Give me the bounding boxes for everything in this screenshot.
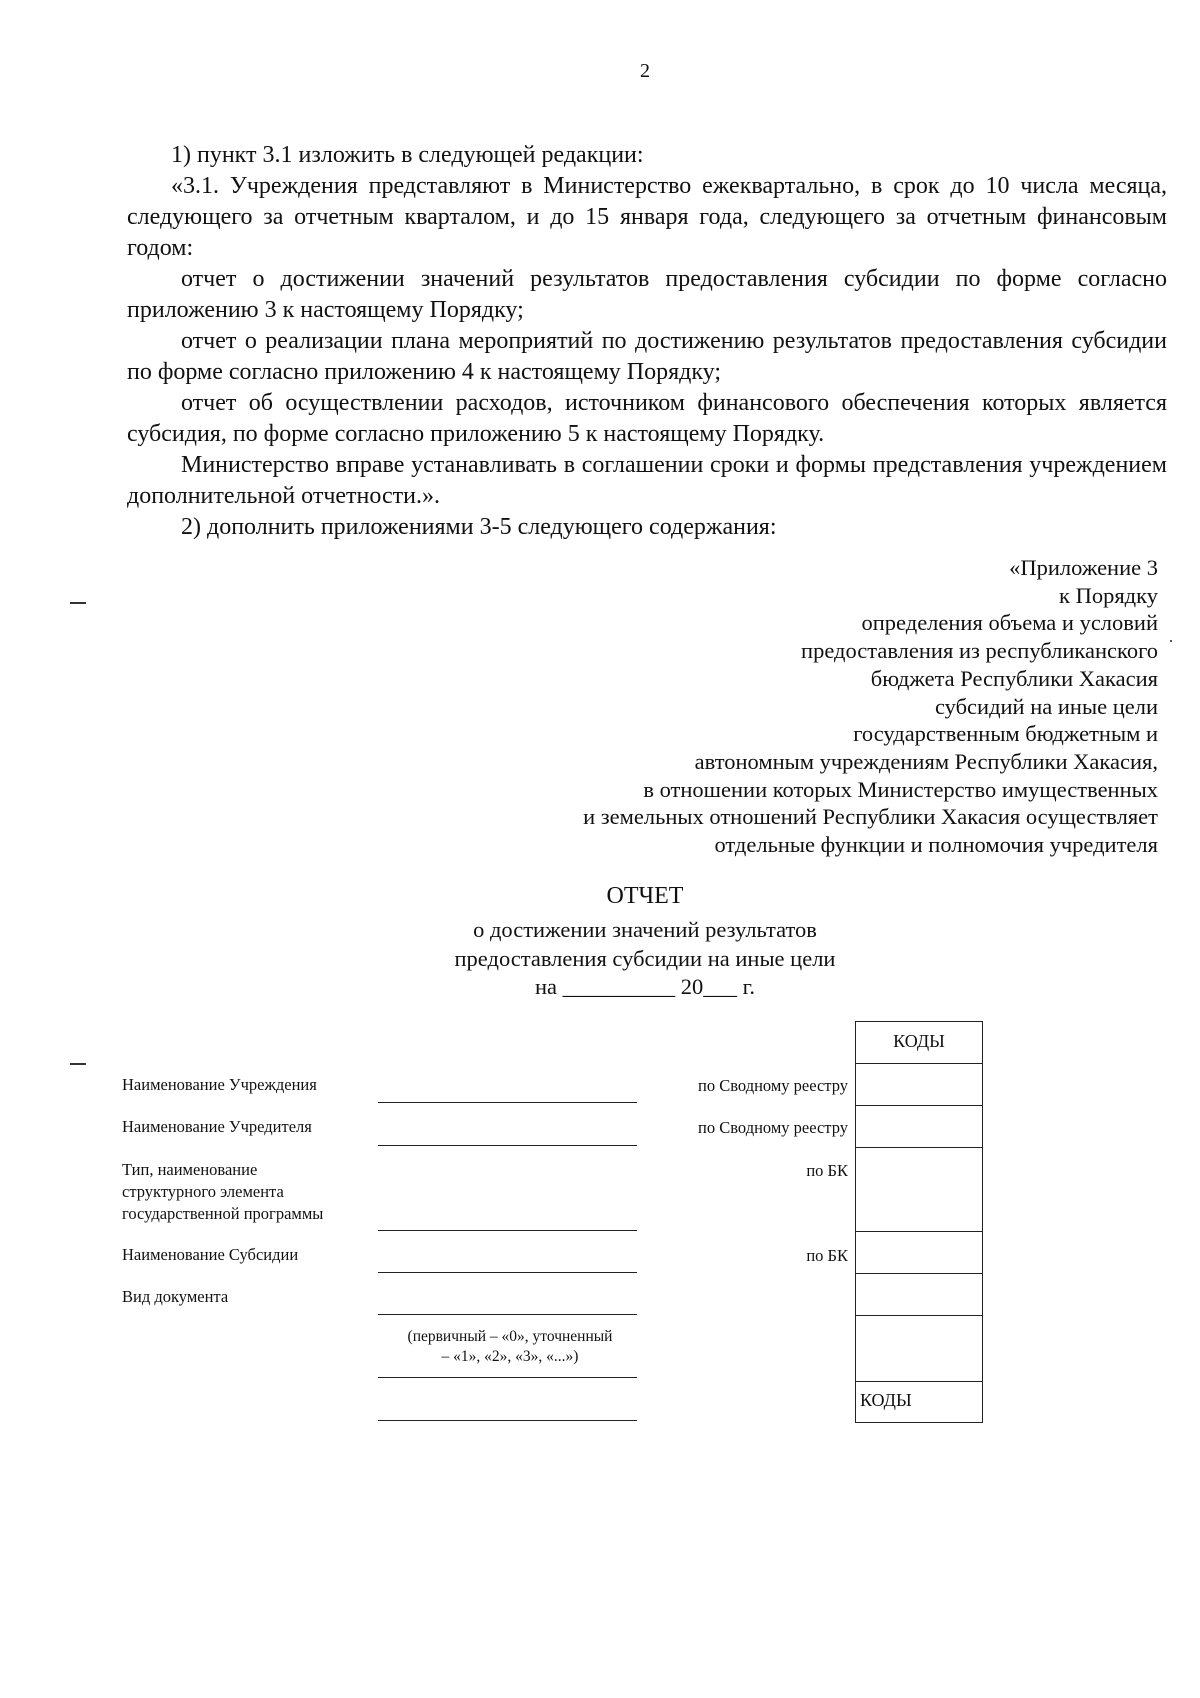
paragraph-6: Министерство вправе устанавливать в соглашении сроки и формы представления учреждением дополнительной отчетности.». [127,452,1167,509]
paragraph-1: 1) пункт 3.1 изложить в следующей редакции: [171,142,644,168]
appendix-line: в отношении которых Министерство имущественных [643,776,1158,802]
label-institution: Наименование Учреждения [122,1075,317,1094]
appendix-line: отдельные функции и полномочия учредителя [714,832,1158,858]
appendix-header [458,554,1158,859]
appendix-line: «Приложение 3 [1009,555,1158,580]
label-founder: Наименование Учредителя [122,1117,312,1136]
codes-row-divider [855,1315,982,1316]
appendix-line: к Порядку [1059,582,1158,608]
program-blank[interactable] [378,1230,637,1231]
codes-footer: КОДЫ [860,1390,912,1410]
report-subtitle-2: предоставления субсидии на иные цели [454,946,836,971]
appendix-line: определения объема и условий [861,610,1158,636]
label-registry-1: по Сводному реестру [698,1076,848,1095]
paragraph-7: 2) дополнить приложениями 3-5 следующего содержания: [181,514,777,540]
appendix-line: и земельных отношений Республики Хакасия осуществляет [583,804,1158,830]
doc-type-note-2: – «1», «2», «3», «...») [441,1348,579,1365]
scan-speck [1170,640,1172,642]
date-suffix: г. [742,974,755,999]
codes-table [855,1021,983,1423]
amendment-text [127,140,1167,543]
codes-row-divider [855,1231,982,1232]
label-bk-2: по БК [806,1246,848,1265]
subsidy-blank[interactable] [378,1272,637,1273]
codes-row-divider [855,1381,982,1382]
date-prefix: на [535,974,558,999]
appendix-line: государственным бюджетным и [853,721,1158,747]
margin-mark [70,1063,86,1065]
margin-mark [70,602,86,604]
codes-row-divider [855,1147,982,1148]
label-program-1: Тип, наименование [122,1160,258,1179]
report-title: ОТЧЕТ [606,883,684,909]
report-subtitle-1: о достижении значений результатов [473,917,817,942]
extra-blank[interactable] [378,1420,637,1421]
codes-row-divider [855,1273,982,1274]
paragraph-5: отчет об осуществлении расходов, источником финансового обеспечения которых является субсидия, по форме согласно приложению 5 к настоящему Порядку. [127,390,1167,447]
label-registry-2: по Сводному реестру [698,1118,848,1137]
appendix-line: предоставления из республиканского [801,638,1158,664]
appendix-line: автономным учреждениям Республики Хакасия, [694,748,1158,774]
doc-type-blank[interactable] [378,1314,637,1315]
institution-blank[interactable] [378,1102,637,1103]
paragraph-3: отчет о достижении значений результатов предоставления субсидии по форме согласно приложению 3 к настоящему Порядку; [127,266,1167,323]
codes-header: КОДЫ [893,1031,945,1051]
doc-type-note-1: (первичный – «0», уточненный [407,1328,613,1345]
label-program-2: структурного элемента [122,1182,284,1201]
date-blank: __________ [562,974,676,999]
note-blank[interactable] [378,1377,637,1378]
label-bk-1: по БК [806,1161,848,1180]
page-number: 2 [640,60,650,82]
label-subsidy: Наименование Субсидии [122,1245,299,1264]
appendix-line: субсидий на иные цели [934,693,1158,719]
report-date-line [340,972,950,1002]
paragraph-4: отчет о реализации плана мероприятий по достижению результатов предоставления субсидии по форме согласно приложению 4 к настоящему Порядку; [127,328,1167,385]
date-year: 20___ [680,974,738,999]
codes-row-divider [855,1063,982,1064]
label-doc-type: Вид документа [122,1287,229,1306]
codes-row-divider [855,1105,982,1106]
appendix-line: бюджета Республики Хакасия [870,665,1158,691]
paragraph-2: «3.1. Учреждения представляют в Министерство ежеквартально, в срок до 10 числа месяца, следующего за отчетным кварталом, и до 15 января года, следующего за отчетным финансовым годом: [127,173,1167,261]
label-program-3: государственной программы [122,1204,324,1223]
founder-blank[interactable] [378,1145,637,1146]
